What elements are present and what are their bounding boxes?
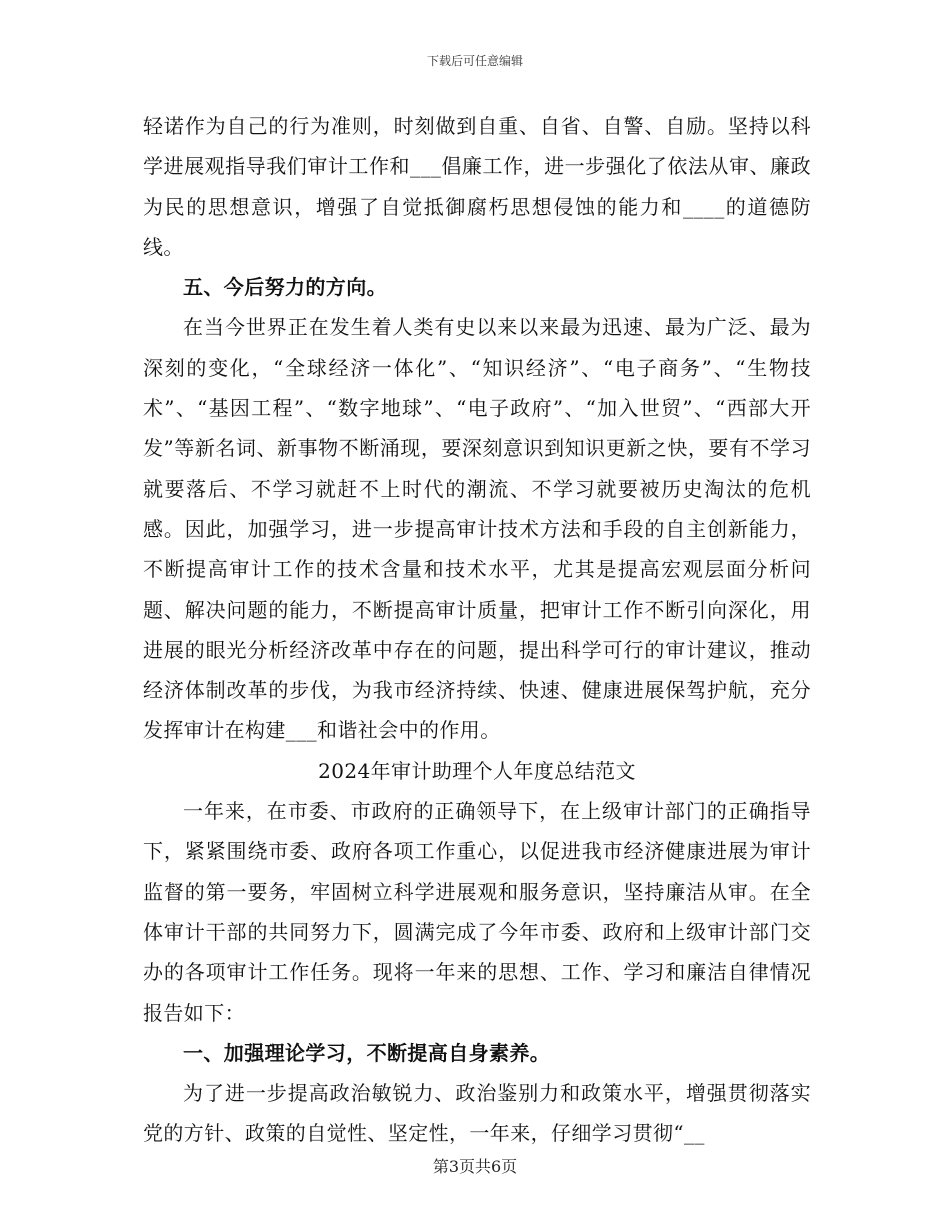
section-heading-future-direction: 五、今后努力的方向。	[183, 275, 387, 300]
section-heading-theory-study: 一、加强理论学习，不断提高自身素养。	[183, 1040, 551, 1065]
page-number: 第3页共6页	[432, 1157, 518, 1176]
paragraph-future-direction: 在当今世界正在发生着人类有史以来以来最为迅速、最为广泛、最为深刻的变化，“全球经济一体化”、“知识经济”、“电子商务”、“生物技术”、“基因工程”、“数字地球”、“电子政府”、“加入世贸”、“西部大开发”等新名词、新事物不断涌现，要深刻意识到知识更新之快，要有不学习就要落后、不学习就赶不上时代的潮流、不学习就要被历史淘汰的危机感。因此，加强学习，进一步提高审计技术方法和手段的自主创新能力，不断提高审计工作的技术含量和技术水平，尤其是提高宏观层面分析问题、解决问题的能力，不断提高审计质量，把审计工作不断引向深化，用进展的眼光分析经济改革中存在的问题，提出科学可行的审计建议，推动经济体制改革的步伐，为我市经济持续、快速、健康进展保驾护航，充分发挥审计在构建___和谐社会中的作用。	[143, 315, 811, 743]
header-note: 下载后可任意编辑	[426, 54, 523, 68]
document-title: 2024年审计助理个人年度总结范文	[318, 758, 636, 783]
paragraph-introduction: 一年来，在市委、市政府的正确领导下，在上级审计部门的正确指导下，紧紧围绕市委、政府各项工作重心，以促进我市经济健康进展为审计监督的第一要务，牢固树立科学进展观和服务意识，坚持廉洁从审。在全体审计干部的共同努力下，圆满完成了今年市委、政府和上级审计部门交办的各项审计工作任务。现将一年来的思想、工作、学习和廉洁自律情况报告如下：	[143, 799, 811, 1025]
paragraph-theory-study: 为了进一步提高政治敏锐力、政治鉴别力和政策水平，增强贯彻落实党的方针、政策的自觉性、坚定性，一年来，仔细学习贯彻“__	[143, 1081, 811, 1146]
paragraph-continued: 轻诺作为自己的行为准则，时刻做到自重、自省、自警、自励。坚持以科学进展观指导我们审计工作和___倡廉工作，进一步强化了依法从审、廉政为民的思想意识，增强了自觉抵御腐朽思想侵蚀的能力和____的道德防线。	[143, 114, 811, 259]
document-body	[143, 106, 811, 1154]
